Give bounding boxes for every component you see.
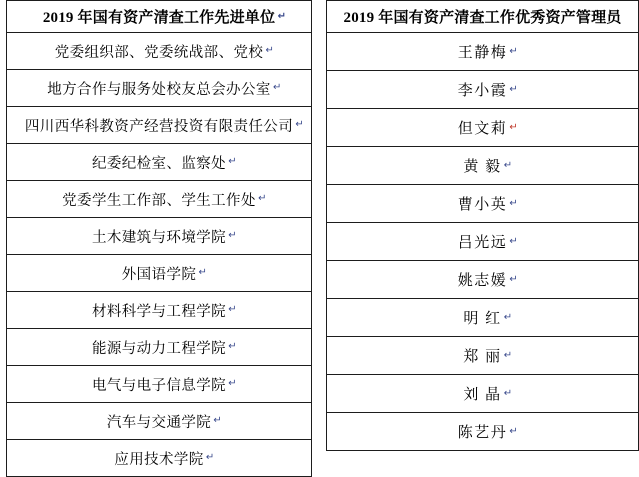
table-row [327, 147, 639, 185]
left-table-header-cell [7, 1, 312, 33]
cell-text-wrap [457, 231, 520, 252]
advanced-units-table [6, 0, 312, 477]
table-row [327, 109, 639, 147]
cell-text-wrap [457, 41, 520, 62]
manager-name: 但文莉 [457, 121, 508, 137]
manager-name: 刘 晶 [463, 387, 502, 403]
paragraph-mark-icon: ↵ [228, 230, 238, 241]
table-row [327, 223, 639, 261]
cell-text-wrap [54, 41, 275, 62]
paragraph-mark-icon: ↵ [509, 235, 520, 247]
table-row [7, 255, 312, 292]
paragraph-mark-icon: ↵ [509, 121, 520, 133]
table-row [7, 366, 312, 403]
paragraph-mark-icon: ↵ [503, 349, 514, 361]
right-table-header-cell [327, 1, 639, 33]
right-table-header-text-wrap [344, 6, 622, 27]
unit-name: 党委学生工作部、学生工作处 [62, 192, 256, 209]
manager-name: 吕光远 [457, 235, 508, 251]
manager-name: 明 红 [463, 311, 502, 327]
cell-text-wrap [457, 193, 520, 214]
paragraph-mark-icon: ↵ [509, 197, 520, 209]
left-table-cell [7, 403, 312, 440]
manager-name: 姚志媛 [457, 273, 508, 289]
table-row [7, 440, 312, 477]
table-row [327, 413, 639, 451]
cell-text-wrap [463, 345, 514, 366]
left-table-header-text-wrap [42, 6, 287, 27]
unit-name: 四川西华科教资产经营投资有限责任公司 [24, 118, 294, 135]
right-table-cell [327, 71, 639, 109]
right-table-cell [327, 185, 639, 223]
manager-name: 曹小英 [457, 197, 508, 213]
paragraph-mark-icon: ↵ [503, 387, 514, 399]
table-row [7, 218, 312, 255]
left-table-cell [7, 440, 312, 477]
cell-text-wrap [47, 78, 282, 99]
table-row [327, 185, 639, 223]
cell-text-wrap [463, 383, 514, 404]
right-table-cell [327, 261, 639, 299]
manager-name: 郑 丽 [463, 349, 502, 365]
cell-text-wrap [457, 421, 520, 442]
advanced-units-table-body [7, 1, 312, 477]
cell-text-wrap [114, 448, 215, 469]
paragraph-mark-icon: ↵ [509, 45, 520, 57]
table-row [7, 292, 312, 329]
manager-name: 陈艺丹 [457, 425, 508, 441]
table-row [7, 329, 312, 366]
cell-text-wrap [91, 300, 238, 321]
right-table-cell [327, 33, 639, 71]
cell-text-wrap [457, 269, 520, 290]
manager-name: 王静梅 [457, 45, 508, 61]
left-table-cell [7, 292, 312, 329]
right-table-cell [327, 109, 639, 147]
paragraph-mark-icon: ↵ [198, 267, 208, 278]
left-table-cell [7, 255, 312, 292]
paragraph-mark-icon: ↵ [272, 82, 282, 93]
table-row [7, 144, 312, 181]
paragraph-mark-icon: ↵ [228, 156, 238, 167]
unit-name: 土木建筑与环境学院 [91, 229, 227, 246]
paragraph-mark-icon: ↵ [228, 378, 238, 389]
left-table-cell [7, 33, 312, 70]
cell-text-wrap [457, 79, 520, 100]
paragraph-mark-icon: ↵ [277, 10, 287, 22]
cell-text-wrap [62, 189, 267, 210]
paragraph-mark-icon: ↵ [503, 159, 514, 171]
manager-name: 黄 毅 [463, 159, 502, 175]
outstanding-managers-table-body [327, 1, 639, 451]
unit-name: 外国语学院 [121, 266, 197, 283]
unit-name: 汽车与交通学院 [106, 414, 212, 431]
right-table-cell [327, 413, 639, 451]
unit-name: 纪委纪检室、监察处 [91, 155, 227, 172]
cell-text-wrap [91, 337, 238, 358]
table-row [7, 403, 312, 440]
right-table-cell [327, 299, 639, 337]
unit-name: 应用技术学院 [114, 451, 204, 468]
left-table-cell [7, 107, 312, 144]
paragraph-mark-icon: ↵ [265, 45, 275, 56]
cell-text-wrap [457, 117, 520, 138]
paragraph-mark-icon: ↵ [295, 119, 305, 130]
paragraph-mark-icon: ↵ [503, 311, 514, 323]
cell-text-wrap [91, 226, 238, 247]
left-table-cell [7, 218, 312, 255]
table-row [7, 33, 312, 70]
table-row [327, 71, 639, 109]
left-table-cell [7, 181, 312, 218]
cell-text-wrap [121, 263, 208, 284]
table-row [327, 33, 639, 71]
table-row [7, 70, 312, 107]
table-row [327, 375, 639, 413]
unit-name: 党委组织部、党委统战部、党校 [54, 44, 264, 61]
left-table-cell [7, 70, 312, 107]
right-table-cell [327, 223, 639, 261]
left-table-cell [7, 329, 312, 366]
right-table-cell [327, 147, 639, 185]
paragraph-mark-icon: ↵ [228, 304, 238, 315]
unit-name: 地方合作与服务处校友总会办公室 [47, 81, 271, 98]
right-table-cell [327, 337, 639, 375]
table-row [7, 107, 312, 144]
table-header-row [327, 1, 639, 33]
cell-text-wrap [24, 115, 305, 136]
table-row [327, 337, 639, 375]
cell-text-wrap [463, 307, 514, 328]
cell-text-wrap [106, 411, 223, 432]
table-row [327, 299, 639, 337]
unit-name: 能源与动力工程学院 [91, 340, 227, 357]
right-table-header-text: 2019 年国有资产清查工作优秀资产管理员 [343, 10, 622, 26]
paragraph-mark-icon: ↵ [213, 415, 223, 426]
paragraph-mark-icon: ↵ [258, 193, 267, 204]
paragraph-mark-icon: ↵ [509, 425, 520, 437]
paragraph-mark-icon: ↵ [205, 452, 215, 463]
left-table-header-text: 2019 年国有资产清查工作先进单位 [42, 10, 276, 26]
right-table-cell [327, 375, 639, 413]
table-row [7, 181, 312, 218]
cell-text-wrap [91, 374, 238, 395]
left-table-cell [7, 366, 312, 403]
paragraph-mark-icon: ↵ [509, 83, 520, 95]
manager-name: 李小霞 [457, 83, 508, 99]
paragraph-mark-icon: ↵ [509, 273, 520, 285]
cell-text-wrap [91, 152, 238, 173]
right-table-block [326, 0, 639, 451]
table-row [327, 261, 639, 299]
left-table-block [0, 0, 312, 477]
paragraph-mark-icon: ↵ [228, 341, 238, 352]
outstanding-managers-table [326, 0, 639, 451]
unit-name: 电气与电子信息学院 [91, 377, 227, 394]
left-table-cell [7, 144, 312, 181]
unit-name: 材料科学与工程学院 [91, 303, 227, 320]
cell-text-wrap [463, 155, 514, 176]
table-header-row [7, 1, 312, 33]
